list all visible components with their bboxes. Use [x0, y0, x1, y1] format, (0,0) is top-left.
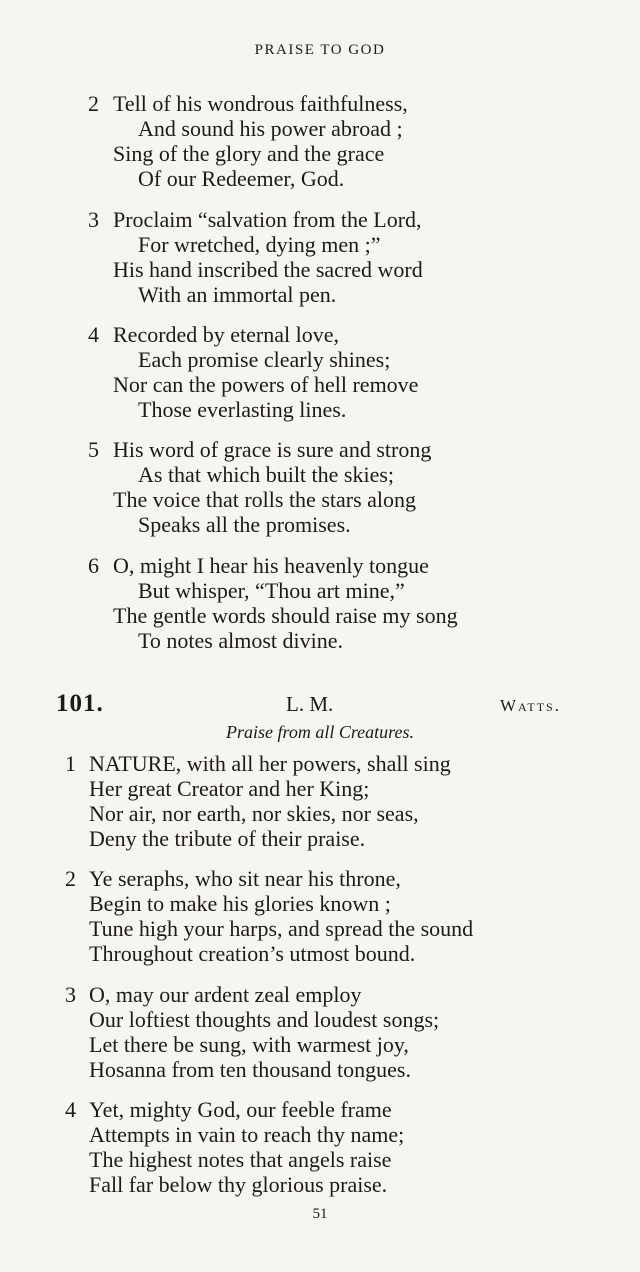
verse-line: Tune high your harps, and spread the sound — [89, 916, 474, 941]
running-head: PRAISE TO GOD — [254, 42, 386, 58]
verse-line: Our loftiest thoughts and loudest songs; — [89, 1007, 440, 1032]
verse-line: Those everlasting lines. — [138, 397, 347, 422]
verse-line: Fall far below thy glorious praise. — [89, 1172, 388, 1197]
verse-line: The highest notes that angels raise — [89, 1147, 392, 1172]
verse-line: And sound his power abroad ; — [138, 116, 403, 141]
verse-line: Her great Creator and her King; — [89, 776, 370, 801]
verse-line: Hosanna from ten thousand tongues. — [89, 1057, 411, 1082]
verse-line: Proclaim “salvation from the Lord, — [113, 207, 422, 232]
verse-line: As that which built the skies; — [138, 462, 395, 487]
hymn-number: 101. — [56, 690, 104, 717]
hymn-subtitle: Praise from all Creatures. — [226, 722, 414, 742]
stanza-number: 4 — [88, 322, 99, 347]
verse-line: Speaks all the promises. — [138, 512, 351, 537]
stanza-number: 2 — [88, 91, 99, 116]
verse-line: Nor can the powers of hell remove — [113, 372, 419, 397]
stanza-number: 1 — [65, 751, 76, 776]
verse-line: Each promise clearly shines; — [138, 347, 391, 372]
verse-line: Sing of the glory and the grace — [113, 141, 385, 166]
verse-line: NATURE, with all her powers, shall sing — [89, 751, 451, 776]
verse-line: For wretched, dying men ;” — [138, 232, 381, 257]
verse-line: With an immortal pen. — [138, 282, 337, 307]
verse-line: Yet, mighty God, our feeble frame — [89, 1097, 392, 1122]
verse-line: His word of grace is sure and strong — [113, 437, 432, 462]
verse-line: Recorded by eternal love, — [113, 322, 340, 347]
verse-line: Attempts in vain to reach thy name; — [89, 1122, 405, 1147]
verse-line: Of our Redeemer, God. — [138, 166, 345, 191]
verse-line: Let there be sung, with warmest joy, — [89, 1032, 409, 1057]
verse-line: Throughout creation’s utmost bound. — [89, 941, 416, 966]
verse-line: Nor air, nor earth, nor skies, nor seas, — [89, 801, 419, 826]
verse-line: O, might I hear his heavenly tongue — [113, 553, 429, 578]
stanza-number: 3 — [65, 982, 76, 1007]
stanza-number: 3 — [88, 207, 99, 232]
stanza-number: 6 — [88, 553, 99, 578]
stanza-number: 4 — [65, 1097, 76, 1122]
verse-line: Ye seraphs, who sit near his throne, — [89, 866, 401, 891]
verse-line: Deny the tribute of their praise. — [89, 826, 366, 851]
verse-line: His hand inscribed the sacred word — [113, 257, 423, 282]
hymn-author: Watts. — [500, 696, 561, 715]
page-number: 51 — [312, 1206, 328, 1222]
verse-line: The voice that rolls the stars along — [113, 487, 417, 512]
stanza-number: 2 — [65, 866, 76, 891]
verse-line: O, may our ardent zeal employ — [89, 982, 362, 1007]
verse-line: Begin to make his glories known ; — [89, 891, 391, 916]
verse-line: To notes almost divine. — [138, 628, 343, 653]
stanza-number: 5 — [88, 437, 99, 462]
hymn-meter: L. M. — [286, 692, 334, 716]
verse-line: Tell of his wondrous faithfulness, — [113, 91, 408, 116]
verse-line: The gentle words should raise my song — [113, 603, 458, 628]
verse-line: But whisper, “Thou art mine,” — [138, 578, 405, 603]
